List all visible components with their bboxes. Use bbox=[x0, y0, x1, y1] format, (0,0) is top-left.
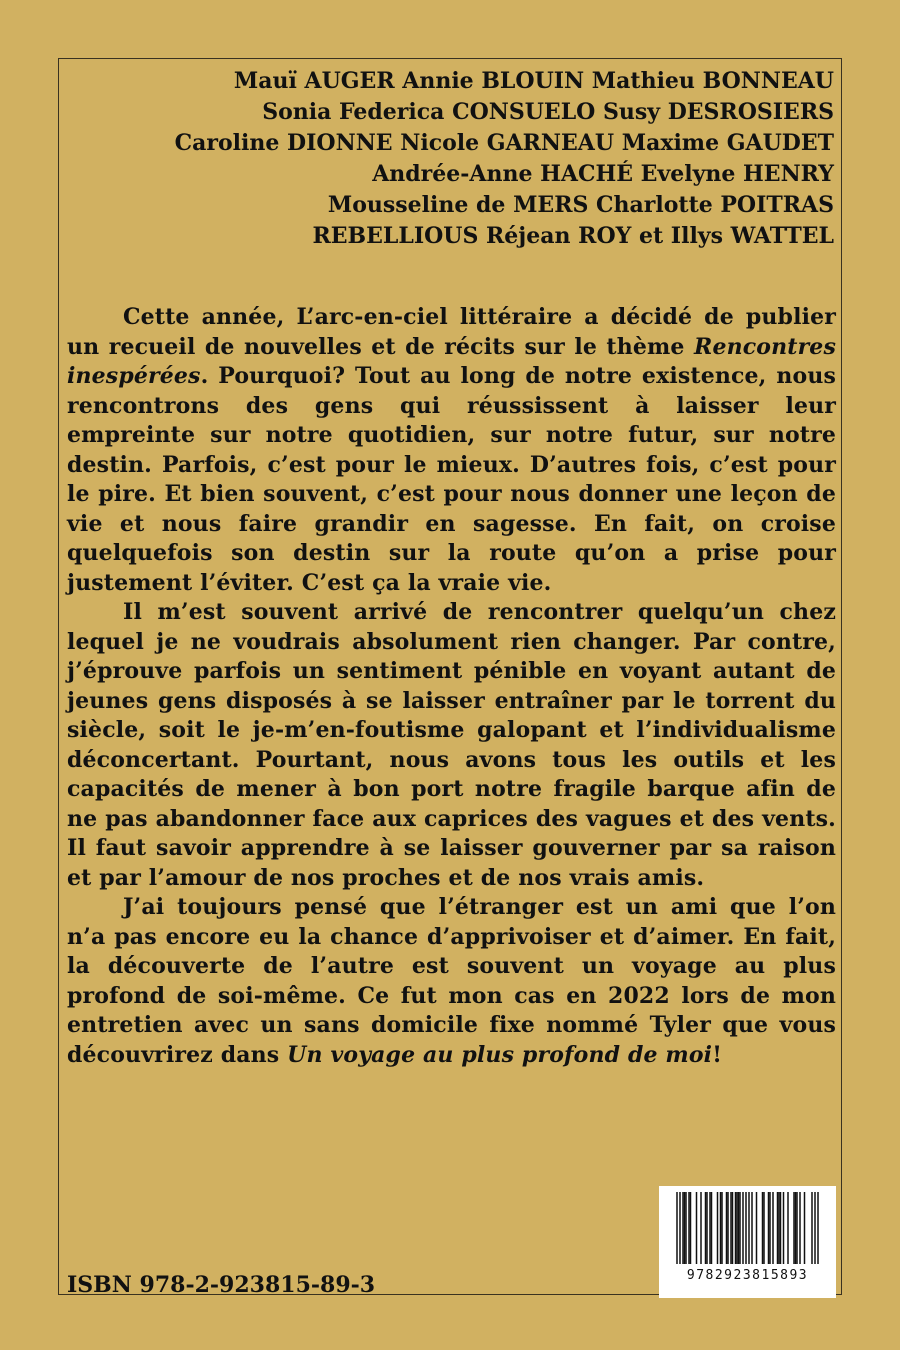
barcode-bar bbox=[745, 1192, 747, 1264]
barcode-bar bbox=[738, 1192, 740, 1264]
barcode-bar bbox=[780, 1192, 782, 1264]
barcode-bar bbox=[804, 1192, 806, 1264]
barcode-bar bbox=[751, 1192, 753, 1264]
barcode-bar bbox=[739, 1192, 741, 1264]
barcode-bar bbox=[769, 1192, 771, 1264]
barcode-bar bbox=[685, 1192, 687, 1264]
barcode-bar bbox=[679, 1192, 681, 1264]
barcode-bar bbox=[696, 1192, 698, 1264]
blurb-text: Cette année, L’arc-en-ciel littéraire a décidé de publier un recueil de nouvelles et de récits sur le thème bbox=[67, 304, 836, 360]
barcode-bar bbox=[709, 1192, 711, 1264]
barcode-bar bbox=[676, 1192, 678, 1264]
blurb-paragraph bbox=[67, 893, 836, 1070]
barcode-bar bbox=[706, 1192, 708, 1264]
barcode bbox=[659, 1186, 836, 1298]
barcode-bar bbox=[817, 1192, 819, 1264]
barcode-bar bbox=[777, 1192, 779, 1264]
author-line: Caroline DIONNE Nicole GARNEAU Maxime GAUDET bbox=[174, 130, 834, 156]
barcode-bar bbox=[730, 1192, 732, 1264]
barcode-bar bbox=[783, 1192, 785, 1264]
barcode-bar bbox=[721, 1192, 723, 1264]
barcode-bar bbox=[735, 1192, 737, 1264]
barcode-bar bbox=[720, 1192, 722, 1264]
story-title: Un voyage au plus profond de moi bbox=[287, 1041, 713, 1068]
barcode-bar bbox=[793, 1192, 795, 1264]
barcode-bar bbox=[700, 1192, 702, 1264]
author-line: Mousseline de MERS Charlotte POITRAS bbox=[327, 192, 834, 218]
blurb-text: ! bbox=[712, 1041, 723, 1068]
blurb-paragraph bbox=[67, 303, 836, 598]
barcode-bar bbox=[762, 1192, 764, 1264]
barcode-bar bbox=[795, 1192, 797, 1264]
blurb-paragraph bbox=[67, 598, 836, 893]
barcode-bar bbox=[814, 1192, 816, 1264]
author-line: Andrée-Anne HACHÉ Evelyne HENRY bbox=[372, 161, 834, 187]
barcode-bar bbox=[726, 1192, 728, 1264]
barcode-bar bbox=[705, 1192, 707, 1264]
barcode-bar bbox=[684, 1192, 686, 1264]
barcode-bar bbox=[690, 1192, 692, 1264]
barcode-bar bbox=[727, 1192, 729, 1264]
barcode-bar bbox=[796, 1192, 798, 1264]
barcode-bars bbox=[673, 1192, 822, 1268]
barcode-bar bbox=[778, 1192, 780, 1264]
blurb-text: J’ai toujours pensé que l’étranger est un ami que l’on n’a pas encore eu la chance d’apprivoiser et d’aimer. En fait, la découverte de l’autre est souvent un voyage au plus profond de soi-même. Ce fut mon cas en 2022 lors de mon entretien avec un sans domicile fixe nommé Tyler que vous découvrirez dans bbox=[67, 894, 836, 1068]
barcode-bar bbox=[799, 1192, 801, 1264]
barcode-bar bbox=[711, 1192, 713, 1264]
barcode-bar bbox=[768, 1192, 770, 1264]
barcode-bar bbox=[772, 1192, 774, 1264]
back-cover-blurb bbox=[67, 303, 836, 1070]
barcode-bar bbox=[688, 1192, 690, 1264]
barcode-bar bbox=[787, 1192, 789, 1264]
barcode-bar bbox=[732, 1192, 734, 1264]
barcode-bar bbox=[748, 1192, 750, 1264]
barcode-bar bbox=[763, 1192, 765, 1264]
barcode-bar bbox=[717, 1192, 719, 1264]
theme-title: Rencontres inespérées bbox=[67, 333, 836, 389]
barcode-bar bbox=[736, 1192, 738, 1264]
barcode-bar bbox=[742, 1192, 744, 1264]
blurb-text: . Pourquoi? Tout au long de notre existence, nous rencontrons des gens qui réussissent à laisser leur empreinte sur notre quotidien, sur notre futur, sur notre destin. Parfois, c’est pour le mieux. D’autres fois, c’est pour le pire. Et bien souvent, c’est pour nous donner une leçon de vie et nous faire grandir en sagesse. En fait, on croise quelquefois son destin sur la route qu’on a prise pour justement l’éviter. C’est ça la vraie vie. bbox=[67, 363, 836, 596]
barcode-digits: 9782923815893 bbox=[686, 1268, 809, 1283]
author-list bbox=[64, 66, 834, 252]
isbn-label: ISBN 978-2-923815-89-3 bbox=[67, 1272, 376, 1298]
barcode-bar bbox=[756, 1192, 758, 1264]
author-line: REBELLIOUS Réjean ROY et Illys WATTEL bbox=[312, 223, 834, 249]
barcode-bar bbox=[682, 1192, 684, 1264]
blurb-text: Il m’est souvent arrivé de rencontrer quelqu’un chez lequel je ne voudrais absolument rien changer. Par contre, j’éprouve parfois un sentiment pénible en voyant autant de jeunes gens disposés à se laisser entraîner par le torrent du siècle, soit le je-m’en-foutisme galopant et l’individualisme déconcertant. Pourtant, nous avons tous les outils et les capacités de mener à bon port notre fragile barque afin de ne pas abandonner face aux caprices des vagues et des vents. Il faut savoir apprendre à se laisser gouverner par sa raison et par l’amour de nos proches et de nos vrais amis. bbox=[67, 599, 836, 891]
barcode-bar bbox=[811, 1192, 813, 1264]
author-line: Mauï AUGER Annie BLOUIN Mathieu BONNEAU bbox=[233, 68, 834, 94]
author-line: Sonia Federica CONSUELO Susy DESROSIERS bbox=[262, 99, 834, 125]
